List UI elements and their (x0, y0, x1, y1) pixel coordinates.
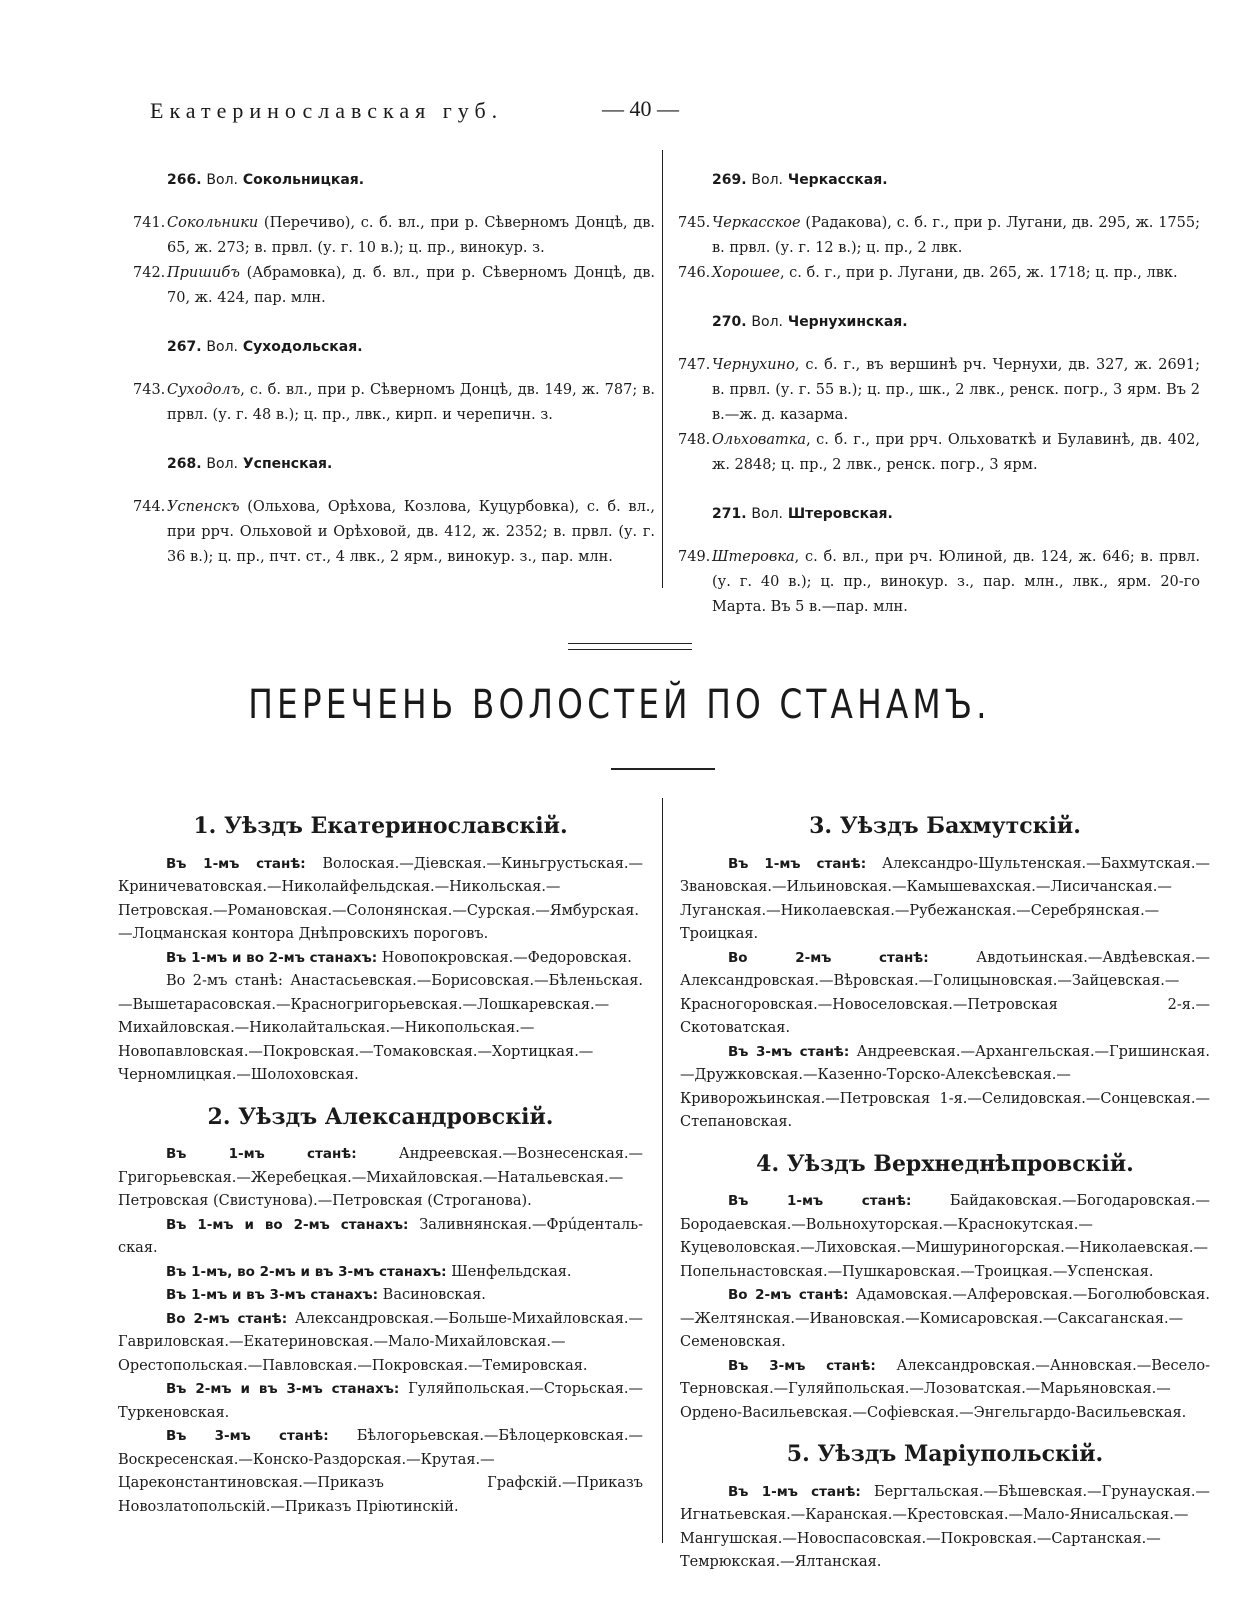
stan-entry: Во 2-мъ станѣ: Авдотьинская.—Авдѣевская.—Александровская.—Вѣровская.—Голицыновская.—Зайцевская.—Красногоровская.—Новоселовская.—Петровская 2-я.—Скотоватская. (680, 949, 1210, 1036)
section-title: ПЕРЕЧЕНЬ ВОЛОСТЕЙ ПО СТАНАМЪ. (248, 682, 991, 728)
volost-heading: 266. Вол. Сокольницкая. (167, 172, 365, 188)
bottom-right-column (680, 815, 1210, 1575)
entry: 748. Ольховатка, с. б. г., при ррч. Ольховаткѣ и Булавинѣ, дв. 402, ж. 2848; ц. пр., 2 лвк., ренск. погр., 3 ярм. (678, 432, 1200, 473)
stan-entry: Въ 1-мъ станѣ: Андреевская.—Вознесенская.—Григорьевская.—Жеребецкая.—Михайловская.—Натальевская.—Петровская (Свистунова).—Петровская (Строганова). (118, 1146, 643, 1209)
column-divider (662, 798, 663, 1543)
stan-entry: Въ 3-мъ станѣ: Андреевская.—Архангельская.—Гришинская.—Дружковская.—Казенно-Торско-Алексѣевская.—Криворожьинская.—Петровская 1-я.—Селидовская.—Сонцевская.—Степановская. (680, 1043, 1211, 1130)
volost-heading: 271. Вол. Штеровская. (712, 506, 893, 522)
double-rule (568, 643, 692, 650)
volost-heading: 270. Вол. Чернухинская. (712, 314, 908, 330)
bottom-left-column (118, 815, 643, 1519)
page-number: — 40 — (602, 96, 679, 121)
stan-entry: Во 2-мъ станѣ: Адамовская.—Алферовская.—Боголюбовская.—Желтянская.—Ивановская.—Комисаровская.—Саксаганская.—Семеновская. (680, 1287, 1210, 1350)
stan-entry: Въ 2-мъ и въ 3-мъ станахъ: Гуляйпольская.—Сторьская.—Туркеновская. (118, 1381, 643, 1421)
entry: 742. Пришибъ (Абрамовка), д. б. вл., при р. Сѣверномъ Донцѣ, дв. 70, ж. 424, пар. млн. (133, 265, 655, 306)
stan-entry: Въ 1-мъ и во 2-мъ станахъ: Заливнянская.—Фрúденталь-ская. (118, 1216, 643, 1256)
entry: 747. Чернухино, с. б. г., въ вершинѣ рч. Чернухи, дв. 327, ж. 2691; в. првл. (у. г. 55 в.); ц. пр., шк., 2 лвк., ренск. погр., 3 ярм. Въ 2 в.—ж. д. казарма. (678, 357, 1200, 423)
stan-entry: Въ 1-мъ, во 2-мъ и въ 3-мъ станахъ: Шенфельдская. (166, 1263, 572, 1280)
top-left-column (135, 168, 655, 570)
uezd-heading: 3. Уѣздъ Бахмутскій. (809, 813, 1081, 839)
volost-heading: 269. Вол. Черкасская. (712, 172, 888, 188)
stan-entry: Во 2-мъ станѣ: Александровская.—Больше-Михайловская.—Гавриловская.—Екатериновская.—Мало-Михайловская.—Орестопольская.—Павловская.—Покровская.—Темировская. (118, 1310, 643, 1374)
top-right-column (680, 168, 1200, 620)
uezd-heading: 5. Уѣздъ Маріупольскій. (786, 1441, 1104, 1467)
entry: 746. Хорошее, с. б. г., при р. Лугани, дв. 265, ж. 1718; ц. пр., лвк. (678, 265, 1178, 281)
entry: 741. Сокольники (Перечиво), с. б. вл., при р. Сѣверномъ Донцѣ, дв. 65, ж. 273; в. првл. (у. г. 10 в.); ц. пр., винокур. з. (133, 215, 655, 256)
uezd-heading: 4. Уѣздъ Верхнеднѣпровскій. (756, 1150, 1134, 1177)
entry: 744. Успенскъ (Ольхова, Орѣхова, Козлова, Куцурбовка), с. б. вл., при ррч. Ольховой и Орѣховой, дв. 412, ж. 2352; в. првл. (у. г. 36 в.); ц. пр., пчт. ст., 4 лвк., 2 ярм., винокур. з., пар. млн. (133, 499, 655, 565)
entry: 749. Штеровка, с. б. вл., при рч. Юлиной, дв. 124, ж. 646; в. првл. (у. г. 40 в.); ц. пр., винокур. з., пар. млн., лвк., ярм. 20-го Марта. Въ 5 в.—пар. млн. (678, 549, 1200, 615)
stan-entry: Въ 1-мъ станѣ: Волоская.—Діевская.—Киньгрустьская.—Криничеватовская.—Николайфельдская.—Никольская.—Петровская.—Романовская.—Солонянская.—Сурская.—Ямбурская.—Лоцманская контора Днѣпровскихъ пороговъ. (118, 855, 643, 942)
running-header (150, 98, 1100, 138)
uezd-heading: 2. Уѣздъ Александровскій. (207, 1103, 554, 1130)
title-rule (611, 768, 715, 770)
stan-entry: Въ 1-мъ и въ 3-мъ станахъ: Васиновская. (166, 1287, 486, 1303)
column-divider (662, 150, 663, 588)
entry: 745. Черкасское (Радакова), с. б. г., при р. Лугани, дв. 295, ж. 1755; в. првл. (у. г. 12 в.); ц. пр., 2 лвк. (678, 215, 1200, 256)
stan-entry: Въ 1-мъ станѣ: Байдаковская.—Богодаровская.—Бородаевская.—Вольнохуторская.—Краснокутская.—Куцеволовская.—Лиховская.—Мишуриногорская.—Николаевская.—Попельнастовская.—Пушкаровская.—Троицкая.—Успенская. (680, 1193, 1211, 1280)
volost-heading: 267. Вол. Суходольская. (167, 339, 363, 355)
volost-heading: 268. Вол. Успенская. (167, 456, 333, 472)
uezd-heading: 1. Уѣздъ Екатеринославскій. (193, 813, 568, 839)
stan-entry: Въ 1-мъ станѣ: Александро-Шультенская.—Бахмутская.—Звановская.—Ильиновская.—Камышевахская.—Лисичанская.—Луганская.—Николаевская.—Рубежанская.—Серебрянская.—Троицкая. (680, 855, 1210, 942)
entry: 743. Суходолъ, с. б. вл., при р. Сѣверномъ Донцѣ, дв. 149, ж. 787; в. првл. (у. г. 48 в.); ц. пр., лвк., кирп. и черепичн. з. (133, 382, 655, 423)
stan-entry: Во 2-мъ станѣ: Анастасьевская.—Борисовская.—Бѣленьская.—Вышетарасовская.—Красногригорьевская.—Лошкаревская.—Михайловская.—Николайтальская.—Никопольская.—Новопавловская.—Покровская.—Томаковская.—Хортицкая.—Черномлицкая.—Шолоховская. (118, 973, 643, 1083)
stan-entry: Въ 1-мъ станѣ: Бергтальская.—Бѣшевская.—Грунауская.—Игнатьевская.—Каранская.—Крестовская.—Мало-Янисальская.—Мангушская.—Новоспасовская.—Покровская.—Сартанская.—Темрюкская.—Ялтанская. (680, 1483, 1210, 1570)
stan-entry: Въ 3-мъ станѣ: Александровская.—Анновская.—Весело-Терновская.—Гуляйпольская.—Лозоватская.—Марьяновская.—Ордено-Васильевская.—Софіевская.—Энгельгардо-Васильевская. (680, 1357, 1210, 1421)
header-title: Екатеринославская губ. (150, 98, 504, 123)
stan-entry: Въ 3-мъ станѣ: Бѣлогорьевская.—Бѣлоцерковская.—Воскресенская.—Конско-Раздорская.—Крутая.—Цареконстантиновская.—Приказъ Графскій.—Приказъ Новозлатопольскій.—Приказъ Пріютинскій. (118, 1428, 644, 1515)
stan-entry: Въ 1-мъ и во 2-мъ станахъ: Новопокровская.—Федоровская. (166, 949, 632, 966)
